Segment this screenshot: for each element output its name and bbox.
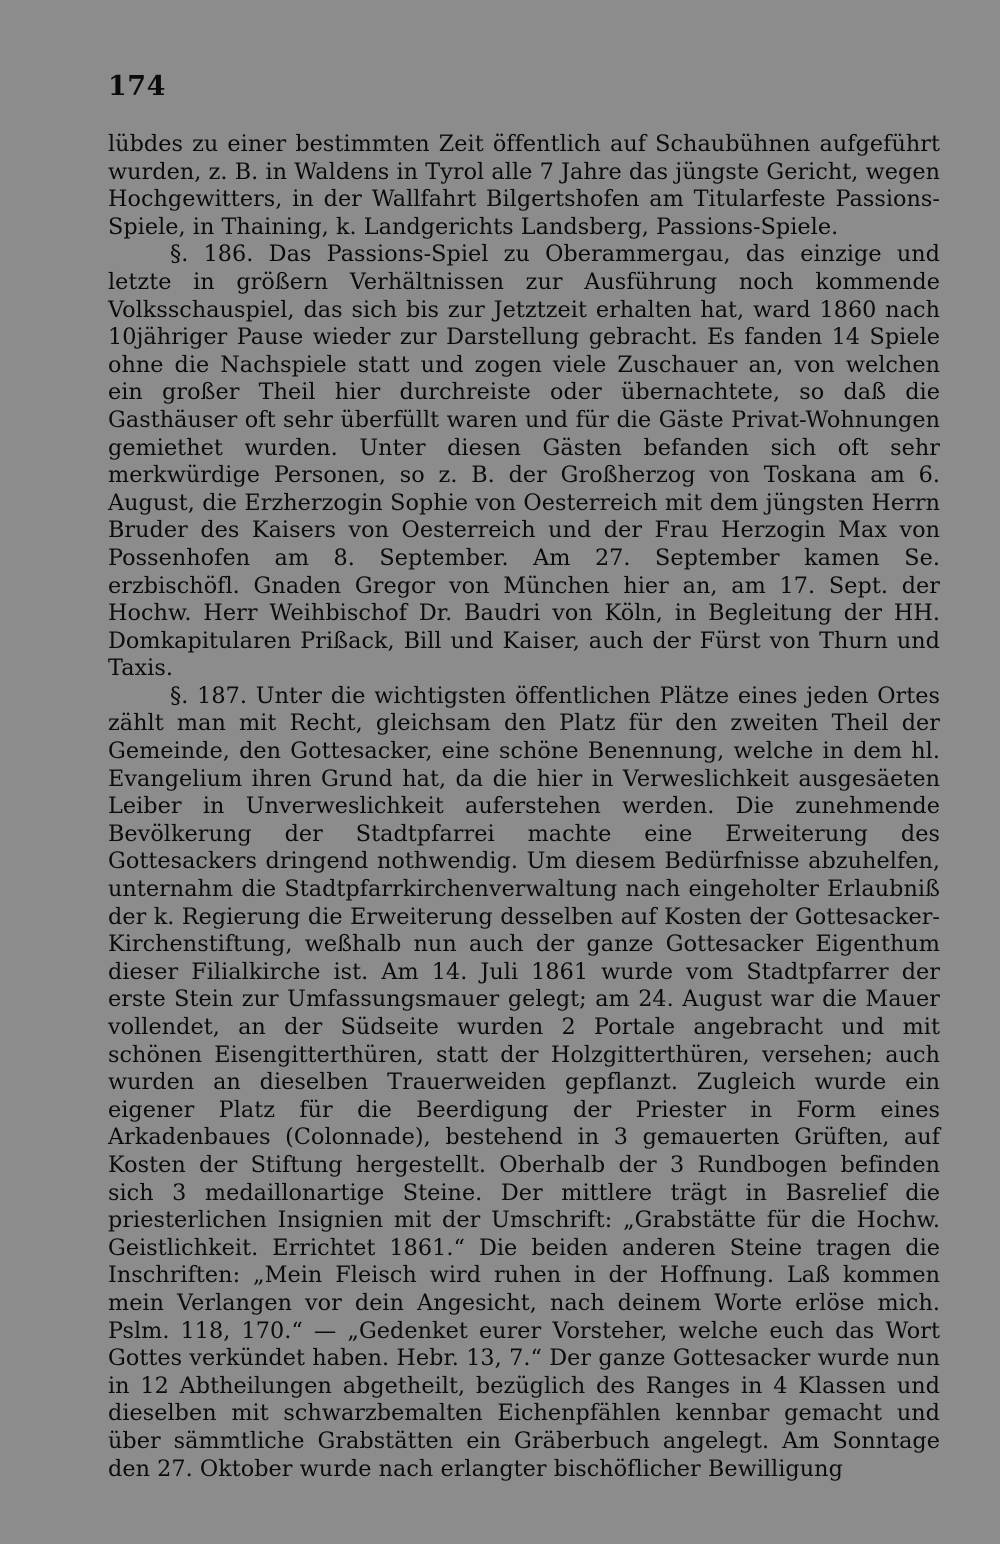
paragraph-continuation: lübdes zu einer bestimmten Zeit öffentlich auf Schaubühnen aufgeführt wurden, z. B. in Waldens in Tyrol alle 7 Jahre das jüngste Gericht, wegen Hochgewitters, in der Wallfahrt Bilgertshofen am Titularfeste Passions-Spiele, in Thaining, k. Landgerichts Landsberg, Passions-Spiele. xyxy=(108,131,940,240)
book-page xyxy=(108,70,940,1520)
paragraph-section-186: §. 186. Das Passions-Spiel zu Oberammergau, das einzige und letzte in größern Verhältnissen zur Ausführung noch kommende Volksschauspiel, das sich bis zur Jetztzeit erhalten hat, ward 1860 nach 10jähriger Pause wieder zur Darstellung gebracht. Es fanden 14 Spiele ohne die Nachspiele statt und zogen viele Zuschauer an, von welchen ein großer Theil hier durchreiste oder übernachtete, so daß die Gasthäuser oft sehr überfüllt waren und für die Gäste Privat-Wohnungen gemiethet wurden. Unter diesen Gästen befanden sich oft sehr merkwürdige Personen, so z. B. der Großherzog von Toskana am 6. August, die Erzherzogin Sophie von Oesterreich mit dem jüngsten Herrn Bruder des Kaisers von Oesterreich und der Frau Herzogin Max von Possenhofen am 8. September. Am 27. September kamen Se. erzbischöfl. Gnaden Gregor von München hier an, am 17. Sept. der Hochw. Herr Weihbischof Dr. Baudri von Köln, in Begleitung der HH. Domkapitularen Prißack, Bill und Kaiser, auch der Fürst von Thurn und Taxis. xyxy=(108,241,940,682)
paragraph-section-187: §. 187. Unter die wichtigsten öffentlichen Plätze eines jeden Ortes zählt man mit Recht, gleichsam den Platz für den zweiten Theil der Gemeinde, den Gottesacker, eine schöne Benennung, welche in dem hl. Evangelium ihren Grund hat, da die hier in Verweslichkeit ausgesäeten Leiber in Unverweslichkeit auferstehen werden. Die zunehmende Bevölkerung der Stadtpfarrei machte eine Erweiterung des Gottesackers dringend nothwendig. Um diesem Bedürfnisse abzuhelfen, unternahm die Stadtpfarrkirchenverwaltung nach eingeholter Erlaubniß der k. Regierung die Erweiterung desselben auf Kosten der Gottesacker-Kirchenstiftung, weßhalb nun auch der ganze Gottesacker Eigenthum dieser Filialkirche ist. Am 14. Juli 1861 wurde vom Stadtpfarrer der erste Stein zur Umfassungsmauer gelegt; am 24. August war die Mauer vollendet, an der Südseite wurden 2 Portale angebracht und mit schönen Eisengitterthüren, statt der Holzgitterthüren, versehen; auch wurden an dieselben Trauerweiden gepflanzt. Zugleich wurde ein eigener Platz für die Beerdigung der Priester in Form eines Arkadenbaues (Colonnade), bestehend in 3 gemauerten Grüften, auf Kosten der Stiftung hergestellt. Oberhalb der 3 Rundbogen befinden sich 3 medaillonartige Steine. Der mittlere trägt in Basrelief die priesterlichen Insignien mit der Umschrift: „Grabstätte für die Hochw. Geistlichkeit. Errichtet 1861.“ Die beiden anderen Steine tragen die Inschriften: „Mein Fleisch wird ruhen in der Hoffnung. Laß kommen mein Verlangen vor dein Angesicht, nach deinem Worte erlöse mich. Pslm. 118, 170.“ — „Gedenket eurer Vorsteher, welche euch das Wort Gottes verkündet haben. Hebr. 13, 7.“ Der ganze Gottesacker wurde nun in 12 Abtheilungen abgetheilt, bezüglich des Ranges in 4 Klassen und dieselben mit schwarzbemalten Eichenpfählen kennbar gemacht und über sämmtliche Grabstätten ein Gräberbuch angelegt. Am Sonntage den 27. Oktober wurde nach erlangter bischöflicher Bewilligung xyxy=(108,682,940,1482)
page-number: 174 xyxy=(108,71,166,102)
body-text xyxy=(108,131,940,1483)
